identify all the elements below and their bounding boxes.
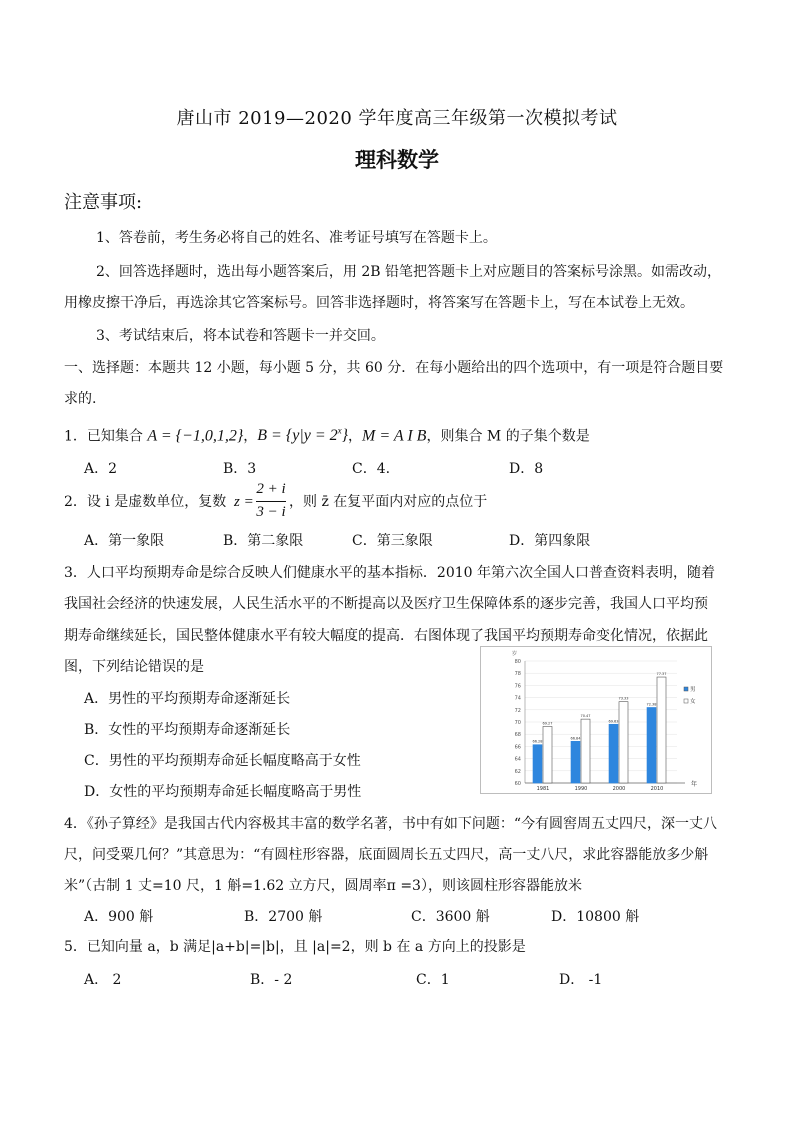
y-tick-label: 64 [514, 756, 521, 763]
y-axis-label: 岁 [512, 651, 518, 657]
notice-item-1: 1、答卷前，考生务必将自己的姓名、准考证号填写在答题卡上。 [96, 230, 497, 246]
q1-option-a: A．2 [84, 461, 118, 477]
x-tick-label: 2000 [612, 786, 626, 792]
chart-svg [481, 647, 711, 793]
q1-prefix: 1．已知集合 [64, 428, 143, 445]
q1-suffix: ，则集合 M 的子集个数是 [426, 428, 590, 445]
q3-line-4: 图，下列结论错误的是 [64, 659, 204, 675]
legend-swatch-male [684, 687, 688, 691]
y-tick-label: 70 [514, 720, 521, 726]
bar-value-label: 66.28 [532, 739, 543, 744]
y-tick-label: 60 [514, 781, 521, 787]
q3-option-a: A．男性的平均预期寿命逐渐延长 [84, 691, 291, 707]
y-tick-label: 66 [514, 744, 521, 751]
q4-option-b: B．2700 斛 [244, 909, 323, 925]
q4-line-2: 尺，问受粟几何？”其意思为：“有圆柱形容器，底面圆周长五丈四尺，高一丈八尺，求此容器能放多少斛 [64, 847, 709, 863]
bar-value-label: 69.63 [608, 719, 619, 724]
q2-prefix: 2．设 i 是虚数单位，复数 [64, 494, 227, 510]
y-tick-label: 68 [514, 732, 521, 739]
bar-value-label: 70.47 [580, 714, 591, 719]
bar-female-2010 [657, 677, 666, 783]
q5-option-a: A． 2 [84, 972, 122, 988]
q4-option-d: D．10800 斛 [551, 909, 640, 925]
q5-option-c: C．1 [416, 972, 450, 988]
life-expectancy-chart [480, 646, 712, 794]
q1-set-b-exponent: x [337, 426, 342, 436]
q5-option-d: D． -1 [559, 972, 603, 988]
q1-set-b-end: } [341, 427, 349, 445]
bar-value-label: 77.37 [656, 672, 667, 677]
legend-swatch-female [684, 699, 688, 703]
section-1-line-1: 一、选择题：本题共 12 小题，每小题 5 分，共 60 分．在每小题给出的四个选项中，有一项是符合题目要 [64, 360, 724, 376]
q1-option-b: B．3 [223, 461, 257, 477]
y-tick-label: 74 [514, 695, 521, 702]
notice-item-3: 3、考试结束后，将本试卷和答题卡一并交回。 [96, 328, 385, 344]
q1-set-a: A = {−1,0,1,2} [147, 427, 244, 445]
question-1 [64, 421, 590, 446]
notice-heading: 注意事项: [64, 192, 143, 213]
q5-option-b: B．- 2 [250, 972, 293, 988]
legend-label-female: 女 [690, 699, 696, 705]
q1-sep-2: ， [348, 428, 363, 445]
q3-option-b: B．女性的平均预期寿命逐渐延长 [84, 722, 291, 738]
q1-option-d: D．8 [509, 461, 544, 477]
q4-line-1: 4．《孙子算经》是我国古代内容极其丰富的数学名著，书中有如下问题：“今有圆窖周五丈四尺，深一丈八 [64, 816, 718, 832]
q2-z-equals: z = [234, 494, 254, 510]
bar-value-label: 72.38 [646, 702, 657, 707]
x-tick-label: 1990 [574, 786, 588, 792]
y-tick-label: 78 [514, 671, 521, 678]
q3-line-2: 我国社会经济的快速发展，人民生活水平的不断提高以及医疗卫生保障体系的逐步完善，我国人口平均预 [64, 596, 708, 612]
q2-option-c: C．第三象限 [352, 533, 433, 549]
section-1-line-2: 求的. [64, 391, 97, 407]
y-tick-label: 80 [514, 659, 521, 665]
q2-fraction-bar [256, 501, 286, 502]
notice-item-2-line-1: 2、回答选择题时，选出每小题答案后，用 2B 铅笔把答题卡上对应题目的答案标号涂黑。如需改动， [96, 264, 722, 280]
bar-male-1981 [533, 745, 542, 783]
legend-label-male: 男 [690, 687, 696, 693]
bar-female-1981 [543, 726, 552, 783]
bar-value-label: 73.33 [618, 696, 629, 701]
q2-numerator: 2 + i [256, 481, 286, 497]
q2-denominator: 3 − i [256, 504, 286, 520]
x-axis-label: 年 [691, 781, 698, 788]
bar-male-2010 [647, 707, 656, 783]
q5-text: 5．已知向量 a，b 满足|a+b|=|b|，且 |a|=2，则 b 在 a 方向上的投影是 [64, 939, 526, 955]
notice-item-2-line-2: 用橡皮擦干净后，再选涂其它答案标号。回答非选择题时，将答案写在答题卡上，写在本试卷上无效。 [64, 295, 694, 311]
bar-male-2000 [609, 724, 618, 783]
bar-female-2000 [619, 702, 628, 783]
q2-option-a: A．第一象限 [84, 533, 165, 549]
q1-option-c: C．4. [352, 461, 391, 477]
q3-option-c: C．男性的平均预期寿命延长幅度略高于女性 [84, 753, 361, 769]
q1-sep-1: ， [243, 428, 258, 445]
bar-value-label: 66.84 [570, 736, 581, 741]
y-tick-label: 62 [514, 768, 521, 775]
q3-line-3: 期寿命继续延长，国民整体健康水平有较大幅度的提高．右图体现了我国平均预期寿命变化情况，依据此 [64, 628, 708, 644]
q4-line-3: 米”（古制 1 丈=10 尺，1 斛=1.62 立方尺，圆周率π =3），则该圆柱形容器能放米 [64, 878, 582, 894]
q2-option-b: B．第二象限 [223, 533, 304, 549]
exam-subject: 理科数学 [355, 147, 439, 172]
q2-option-d: D．第四象限 [509, 533, 591, 549]
bar-female-1990 [581, 719, 590, 783]
exam-title: 唐山市 2019—2020 学年度高三年级第一次模拟考试 [176, 108, 618, 129]
x-tick-label: 1981 [536, 786, 550, 792]
bar-male-1990 [571, 741, 580, 783]
q1-set-m: M = A I B [362, 427, 427, 445]
q2-suffix: ，则 z̄ 在复平面内对应的点位于 [289, 494, 488, 510]
y-tick-label: 72 [514, 707, 521, 714]
q3-line-1: 3．人口平均预期寿命是综合反映人们健康水平的基本指标．2010 年第六次全国人口普查资料表明，随着 [64, 565, 715, 581]
y-tick-label: 76 [514, 683, 521, 690]
bar-value-label: 69.27 [542, 721, 553, 726]
q4-option-a: A．900 斛 [84, 909, 154, 925]
x-tick-label: 2010 [650, 786, 664, 792]
q3-option-d: D．女性的平均预期寿命延长幅度略高于男性 [84, 784, 362, 800]
q1-set-b: B = {y|y = 2 [257, 427, 338, 445]
q4-option-c: C．3600 斛 [411, 909, 490, 925]
